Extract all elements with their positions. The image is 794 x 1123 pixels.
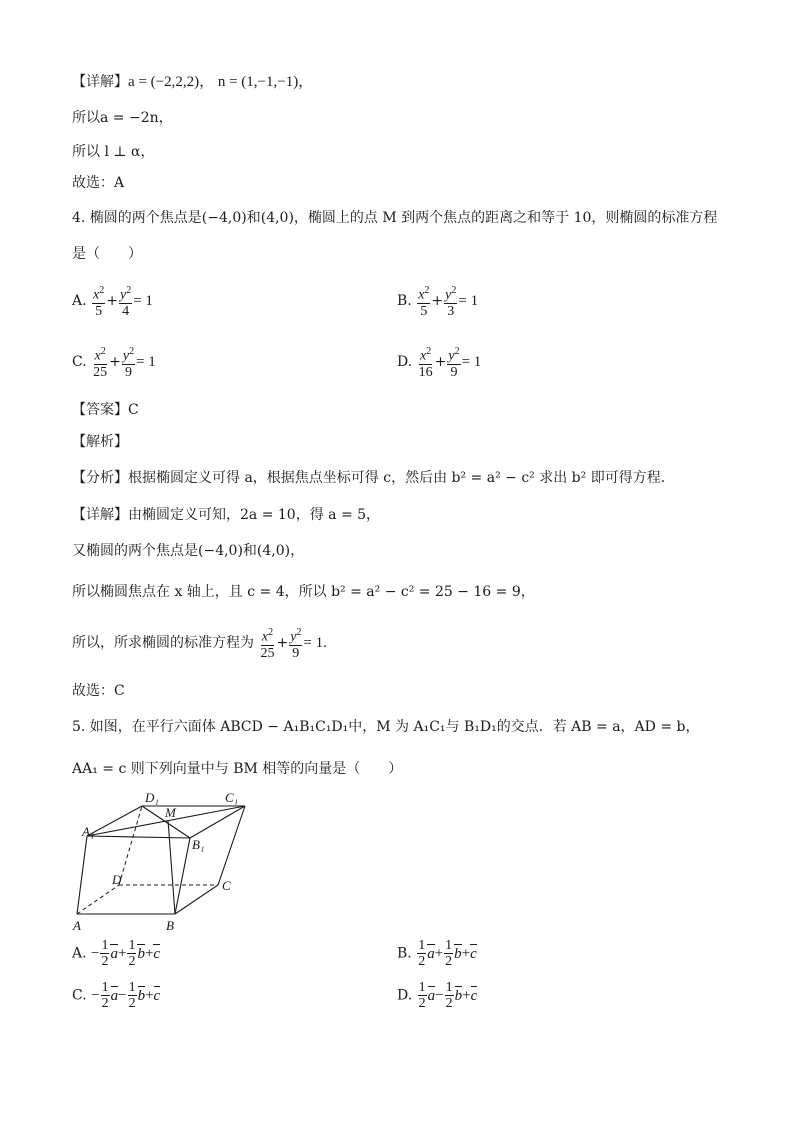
detail-text: 所以椭圆焦点在 x 轴上，且 c = 4，所以 b² = a² − c² = 25 − 16 = 9， [72,584,535,600]
option-label: C. [72,353,87,370]
label-d: D [112,872,122,887]
q4-detail-3 [72,582,535,602]
label-b: B [166,918,174,933]
q5-stem-line2 [72,759,402,779]
q5-stem-text: 5. 如图，在平行六面体 ABCD − A₁B₁C₁D₁中，M 为 A₁C₁与 B₁D₁的交点．若 AB = a，AD = b， [72,719,700,735]
x-fraction: $\frac{x^2}{25}$ [260,627,275,661]
conclusion-line-2 [72,142,154,162]
choice-text: 故选：A [72,175,125,191]
y-fraction: $\frac{y^2}{9}$ [122,346,135,380]
vectors-given: a = (−2,2,2)， n = (1,−1,−1)， [128,74,314,90]
choice-line-prev [72,173,124,193]
q5-stem-line1 [72,717,700,737]
x-fraction: $\frac{x^2}{25}$ [93,346,108,380]
q4-analysis-tag [72,432,128,452]
q5-option-a: A. − $\frac{1}{2}$ a+ $\frac{1}{2}$ b+c [72,938,161,969]
q5-option-c: C. − $\frac{1}{2}$ a− $\frac{1}{2}$ b+c [72,980,161,1011]
x-fraction: $\frac{x^2}{5}$ [93,285,105,319]
relation-text: 所以a = −2n， [72,110,173,126]
option-label: C. [72,987,87,1004]
label-b1: B₁ [192,837,205,852]
q4-fenxi [72,468,665,488]
q4-detail-1 [72,505,380,525]
conclusion-line-1 [72,108,173,128]
detail-text: 【详解】由椭圆定义可知，2a = 10，得 a = 5， [72,507,381,523]
option-label: A. [72,945,87,962]
q4-detail-4: 所以，所求椭圆的标准方程为 $\frac{x^2}{25}$ + $\frac{y^2}{9}$ = 1. [72,627,327,661]
choice-text: 故选：C [72,683,125,699]
q4-choose [72,681,125,701]
q4-stem-line2 [72,244,142,264]
answer-text: 【答案】C [72,402,139,418]
option-label: D. [397,987,413,1004]
q4-option-b: B. $\frac{x^2}{5}$ + $\frac{y^2}{3}$ = 1 [397,285,479,319]
q4-option-c: C. $\frac{x^2}{25}$ + $\frac{y^2}{9}$ = 1 [72,346,156,380]
q4-option-a: A. $\frac{x^2}{5}$ + $\frac{y^2}{4}$ = 1 [72,285,153,319]
detail-text: 又椭圆的两个焦点是(−4,0)和(4,0)， [72,543,305,559]
y-fraction: $\frac{y^2}{4}$ [119,285,132,319]
analysis-text: 【解析】 [72,434,128,450]
q4-option-d: D. $\frac{x^2}{16}$ + $\frac{y^2}{9}$ = 1 [397,346,482,380]
y-fraction: $\frac{y^2}{3}$ [445,285,457,319]
option-label: D. [397,353,413,370]
q4-stem-text: 4. 椭圆的两个焦点是(−4,0)和(4,0)，椭圆上的点 M 到两个焦点的距离之和等于 10，则椭圆的标准方程 [72,210,718,226]
q5-option-d: D. $\frac{1}{2}$ a− $\frac{1}{2}$ b+c [397,980,478,1011]
x-fraction: $\frac{x^2}{16}$ [418,346,433,380]
q4-detail-2 [72,541,304,561]
label-m: M [165,805,176,820]
y-fraction: $\frac{y^2}{9}$ [290,627,302,661]
q5-stem-tail: AA₁ = c 则下列向量中与 BM 相等的向量是（ ） [72,761,403,777]
option-label: A. [72,292,87,309]
label-d1: D₁ [145,790,159,805]
x-fraction: $\frac{x^2}{5}$ [418,285,430,319]
detail-line-vectors [72,72,313,92]
y-fraction: $\frac{y^2}{9}$ [448,346,460,380]
q4-stem-line1 [72,208,717,228]
label-c: C [222,878,231,893]
option-label: B. [397,292,412,309]
q4-stem-tail: 是（ ） [72,246,142,262]
fenxi-text: 【分析】根据椭圆定义可得 a，根据焦点坐标可得 c，然后由 b² = a² − c² 求出 b² 即可得方程. [72,470,666,486]
label-a1: A₁ [82,824,95,839]
q5-option-b: B. $\frac{1}{2}$ a+ $\frac{1}{2}$ b+c [397,938,477,969]
perpendicular-text: 所以 l ⊥ α， [72,144,155,160]
option-label: B. [397,945,412,962]
label-a: A [73,918,81,933]
detail-text: 所以，所求椭圆的标准方程为 [72,634,254,651]
q4-answer [72,400,139,420]
label-c1: C₁ [225,790,239,805]
detail-tag: 【详解】 [72,74,128,90]
parallelepiped-figure [70,786,280,936]
